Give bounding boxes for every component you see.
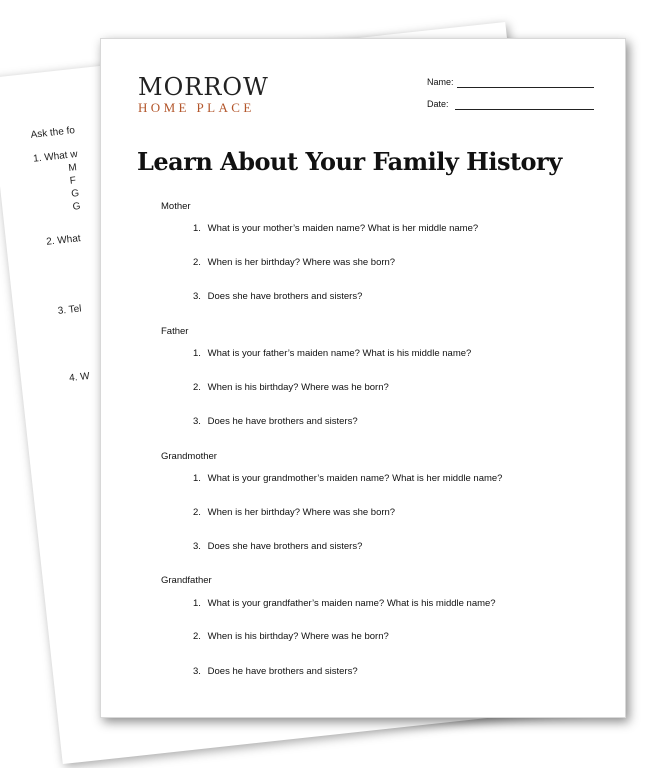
question: 3. Does she have brothers and sisters? [193,541,363,552]
question: 2. When is her birthday? Where was she born? [193,257,396,268]
logo-subtitle: HOME PLACE [138,100,255,115]
back-fragment-2: F [69,175,77,187]
date-label: Date: [427,99,449,109]
question: 3. Does she have brothers and sisters? [193,291,363,302]
back-item-3: 3. Tel [57,303,83,317]
question: 1. What is your father’s maiden name? What is his middle name? [193,348,472,359]
name-label: Name: [427,77,454,87]
date-line[interactable] [455,109,594,110]
back-item-2: 2. What [45,233,82,248]
back-fragment-1: M [67,162,78,174]
question: 2. When is his birthday? Where was he born? [193,631,389,642]
back-fragment-3: G [70,188,80,200]
question: 1. What is your mother’s maiden name? What is her middle name? [193,223,479,234]
logo-wordmark: MORROW [138,73,269,101]
front-worksheet [100,38,626,718]
question: 2. When is her birthday? Where was she born? [193,507,396,518]
back-item-4: 4. W [68,370,91,385]
name-field[interactable] [427,77,454,87]
page-title: Learn About Your Family History [137,147,562,176]
back-item-1: 1. What w [32,148,79,165]
question: 1. What is your grandfather’s maiden name? What is his middle name? [193,598,496,609]
section-grandfather: Grandfather [161,575,212,586]
question: 3. Does he have brothers and sisters? [193,416,358,427]
back-fragment-4: G [72,200,82,213]
section-father: Father [161,326,189,337]
morrow-logo [138,75,269,116]
question: 1. What is your grandmother’s maiden name? What is her middle name? [193,473,503,484]
date-field[interactable] [427,99,449,109]
back-intro: Ask the fo [30,125,76,141]
question: 2. When is his birthday? Where was he born? [193,382,389,393]
section-mother: Mother [161,201,191,212]
name-line[interactable] [457,87,594,88]
section-grandmother: Grandmother [161,451,217,462]
question: 3. Does he have brothers and sisters? [193,666,358,677]
